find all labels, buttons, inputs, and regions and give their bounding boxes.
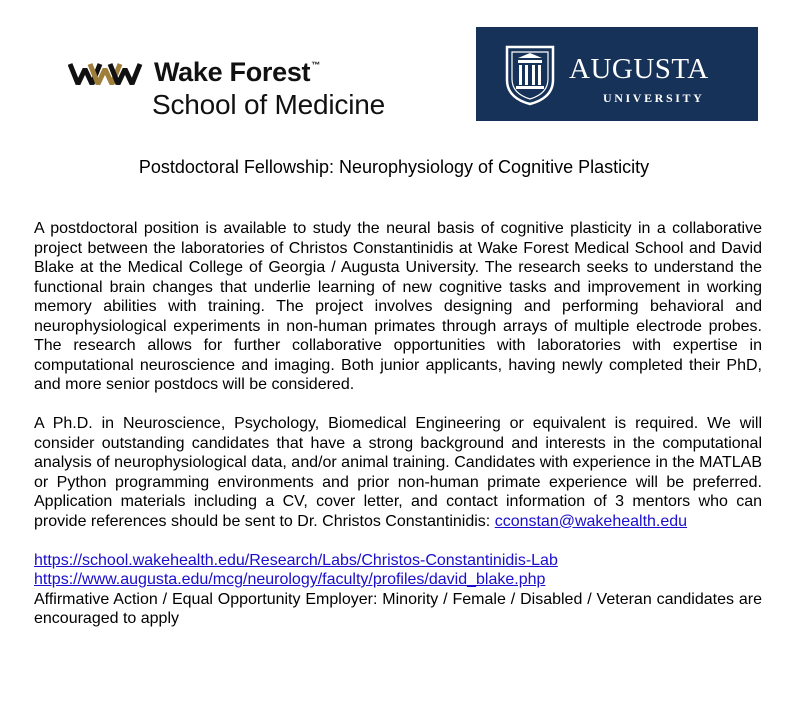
augusta-university-logo: [476, 27, 758, 121]
requirements-text: A Ph.D. in Neuroscience, Psychology, Biomedical Engineering or equivalent is required. We will consider outstanding candidates that have a strong background and interests in the computational analysis of neurophysiological data, and/or animal training. Candidates with experience in the MATLAB or Python programming environments and prior non-human primate experience will be preferred. Application materials including a CV, cover letter, and contact information of 3 mentors who can provide references should be sent to Dr. Christos Constantinidis:: [34, 415, 762, 530]
eeo-statement: Affirmative Action / Equal Opportunity Employer: Minority / Female / Disabled / Veteran candidates are encouraged to apply: [34, 590, 762, 627]
wake-forest-mark-icon: [68, 61, 148, 87]
wake-forest-subtitle: School of Medicine: [152, 89, 385, 120]
lab-link-wake-forest-line: [34, 551, 762, 571]
position-description: A postdoctoral position is available to study the neural basis of cognitive plasticity in a collaborative project between the laboratories of Christos Constantinidis at Wake Forest Medical School and David Blake at the Medical College of Georgia / Augusta University. The research seeks to understand the functional brain changes that underlie learning of new cognitive tasks and improvement in working memory abilities with training. The project involves designing and performing behavioral and neurophysiological experiments in non-human primates through arrays of multiple electrode probes. The research allows for further collaborative opportunities with laboratories with expertise in computational neuroscience and imaging. Both junior applicants, having newly completed their PhD, and more senior postdocs will be considered.: [34, 220, 762, 393]
augusta-subtitle: UNIVERSITY: [603, 91, 705, 105]
document-title: Postdoctoral Fellowship: Neurophysiology of Cognitive Plasticity: [138, 157, 650, 177]
wake-forest-lab-link[interactable]: https://school.wakehealth.edu/Research/Labs/Christos-Constantinidis-Lab: [34, 551, 558, 569]
wake-forest-name: Wake Forest™: [154, 57, 320, 87]
requirements-paragraph: [34, 414, 762, 531]
spacer: [34, 531, 762, 551]
wake-forest-logo: [68, 55, 408, 125]
augusta-faculty-link[interactable]: https://www.augusta.edu/mcg/neurology/faculty/profiles/david_blake.php: [34, 571, 546, 588]
trademark-symbol: ™: [311, 60, 320, 70]
document-body: [34, 219, 762, 629]
augusta-shield-icon: [504, 44, 556, 106]
lab-link-augusta-line: [34, 570, 762, 590]
augusta-name: AUGUSTA: [569, 53, 709, 85]
contact-email-link[interactable]: cconstan@wakehealth.edu: [494, 512, 688, 530]
